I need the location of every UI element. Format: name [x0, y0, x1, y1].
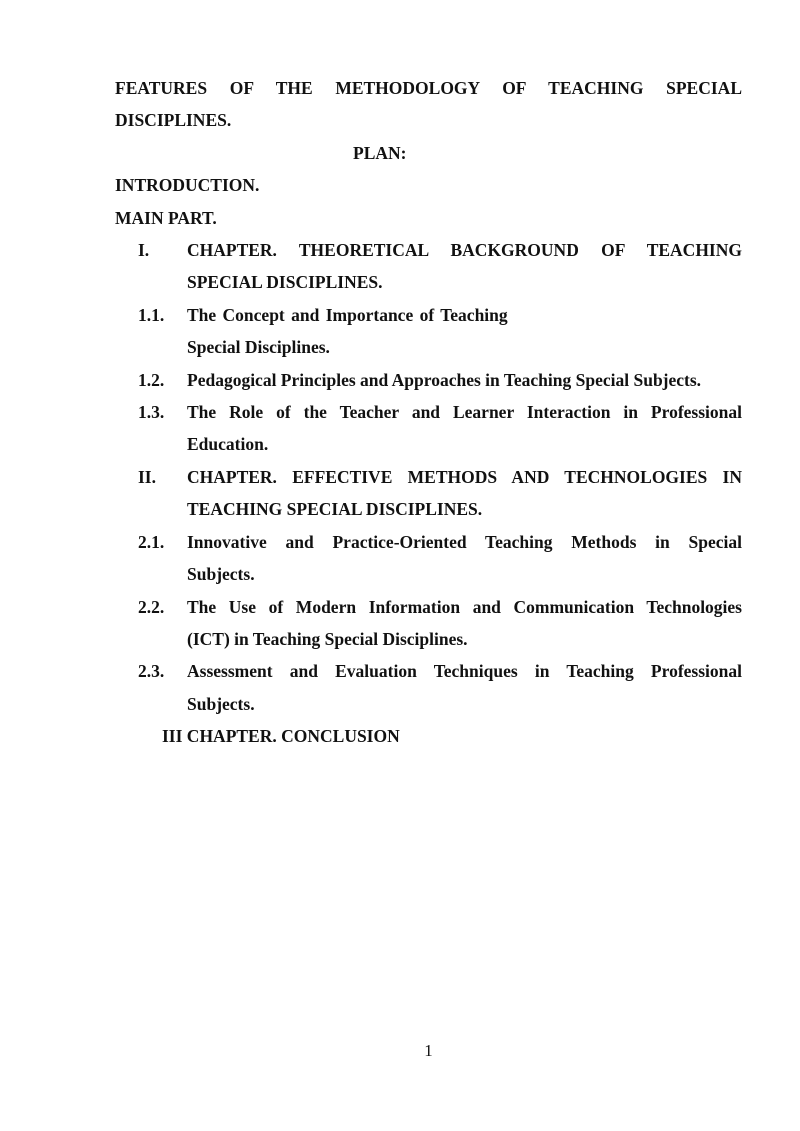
plan-entry-chapter-1	[115, 234, 742, 299]
entry-text-line-1: Assessment and Evaluation Techniques in Teaching Professional	[187, 661, 742, 682]
entry-text-line-1: CHAPTER. THEORETICAL BACKGROUND OF TEACHING	[187, 240, 742, 261]
main-part-heading: MAIN PART.	[115, 207, 217, 228]
entry-text-line-2: Subjects.	[187, 693, 255, 714]
entry-number: 1.3.	[138, 402, 165, 423]
page-number: 1	[424, 1041, 433, 1060]
title-line-1: FEATURES OF THE METHODOLOGY OF TEACHING SPECIAL	[115, 78, 742, 98]
entry-text-line-1: CHAPTER. EFFECTIVE METHODS AND TECHNOLOGIES IN	[187, 466, 742, 487]
conclusion-heading: III CHAPTER. CONCLUSION	[162, 726, 400, 747]
plan-content	[115, 72, 742, 753]
entry-text-line-2: (ICT) in Teaching Special Disciplines.	[187, 628, 468, 649]
plan-entry-1-3	[115, 396, 742, 461]
entry-text-line-2: SPECIAL DISCIPLINES.	[187, 272, 383, 293]
plan-entry-chapter-2	[115, 461, 742, 526]
entry-number: 1.1.	[138, 304, 165, 325]
entry-number: II.	[138, 466, 156, 487]
plan-entry-2-1	[115, 526, 742, 591]
plan-heading: PLAN:	[353, 142, 407, 163]
entry-number: I.	[138, 240, 150, 261]
plan-entry-1-1	[115, 299, 742, 364]
title-line-2: DISCIPLINES.	[115, 110, 232, 131]
entry-text-line-2: Education.	[187, 434, 269, 455]
entry-text-line-1: The Role of the Teacher and Learner Interaction in Professional	[187, 402, 742, 423]
entry-number: 2.1.	[138, 531, 165, 552]
entry-text-line-1: The Concept and Importance of Teaching	[187, 304, 508, 325]
entry-text-line-1: Innovative and Practice-Oriented Teaching Methods in Special	[187, 531, 742, 552]
entry-text-line-2: TEACHING SPECIAL DISCIPLINES.	[187, 499, 483, 520]
entry-text-line-2: Subjects.	[187, 564, 255, 585]
entry-text-line-1: The Use of Modern Information and Communication Technologies	[187, 596, 742, 617]
entry-text-line-1: Pedagogical Principles and Approaches in Teaching Special Subjects.	[187, 369, 702, 390]
entry-number: 2.3.	[138, 661, 165, 682]
entry-number: 1.2.	[138, 369, 165, 390]
plan-entry-1-2	[115, 364, 742, 396]
introduction-heading: INTRODUCTION.	[115, 175, 260, 196]
plan-entry-2-3	[115, 655, 742, 720]
plan-entry-2-2	[115, 591, 742, 656]
entry-number: 2.2.	[138, 596, 165, 617]
entry-text-line-2: Special Disciplines.	[187, 337, 330, 358]
document-title	[115, 72, 742, 137]
